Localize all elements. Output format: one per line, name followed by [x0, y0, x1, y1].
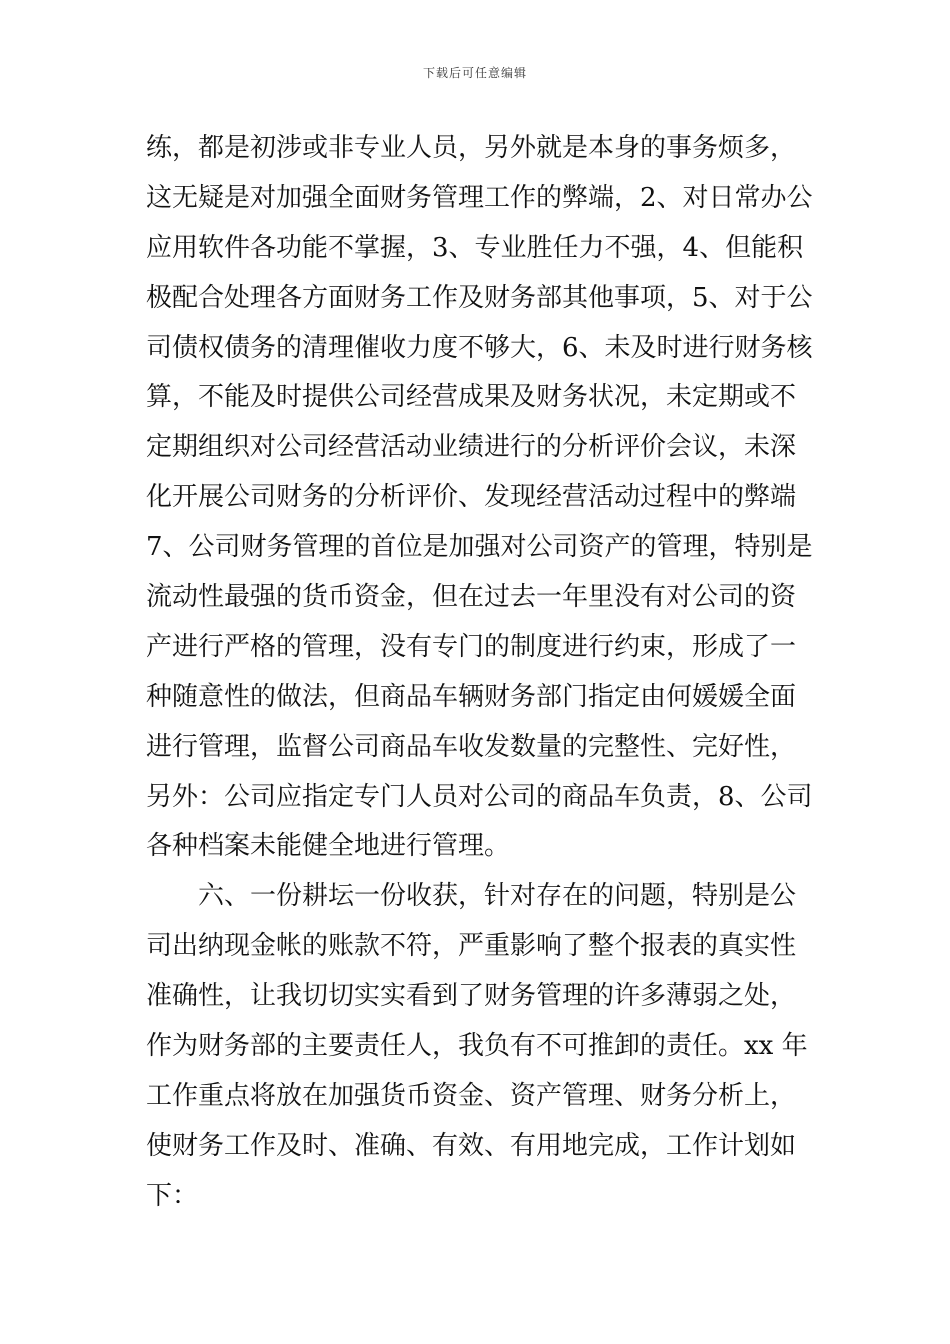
text-line: 产进行严格的管理，没有专门的制度进行约束，形成了一 [146, 631, 797, 662]
text-line: 定期组织对公司经营活动业绩进行的分析评价会议，未深 [146, 432, 797, 463]
text-line: 司债权债务的清理催收力度不够大，6、未及时进行财务核 [146, 332, 813, 363]
text-line: 司出纳现金帐的账款不符，严重影响了整个报表的真实性 [146, 931, 797, 962]
text-line: 练，都是初涉或非专业人员，另外就是本身的事务烦多， [146, 133, 797, 163]
text-line: 工作重点将放在加强货币资金、资产管理、财务分析上， [146, 1080, 797, 1111]
text-line: 应用软件各功能不掌握，3、专业胜任力不强，4、但能积 [146, 232, 804, 263]
text-line: 极配合处理各方面财务工作及财务部其他事项，5、对于公 [146, 282, 813, 313]
text-line: 7、公司财务管理的首位是加强对公司资产的管理，特别是 [146, 532, 813, 563]
text-line: 这无疑是对加强全面财务管理工作的弊端，2、对日常办公 [146, 182, 813, 213]
text-line: 准确性，让我切切实实看到了财务管理的许多薄弱之处， [146, 981, 797, 1012]
page-header: 下载后可任意编辑 [422, 66, 527, 80]
text-line: 算，不能及时提供公司经营成果及财务状况，未定期或不 [146, 382, 797, 413]
document-body [146, 124, 813, 1222]
text-line: 另外：公司应指定专门人员对公司的商品车负责，8、公司 [146, 781, 813, 812]
text-line: 种随意性的做法，但商品车辆财务部门指定由何媛媛全面 [146, 681, 797, 712]
text-line: 使财务工作及时、准确、有效、有用地完成，工作计划如 [146, 1130, 797, 1161]
paragraph-start-line: 六、一份耕坛一份收获，针对存在的问题，特别是公 [198, 881, 797, 912]
text-line: 各种档案未能健全地进行管理。 [146, 831, 511, 862]
text-line: 下： [146, 1180, 199, 1211]
text-line: 作为财务部的主要责任人，我负有不可推卸的责任。xx 年 [146, 1031, 808, 1062]
text-line: 流动性最强的货币资金，但在过去一年里没有对公司的资 [146, 582, 797, 613]
text-line: 进行管理，监督公司商品车收发数量的完整性、完好性， [146, 731, 797, 762]
text-line: 化开展公司财务的分析评价、发现经营活动过程中的弊端 [146, 482, 797, 513]
